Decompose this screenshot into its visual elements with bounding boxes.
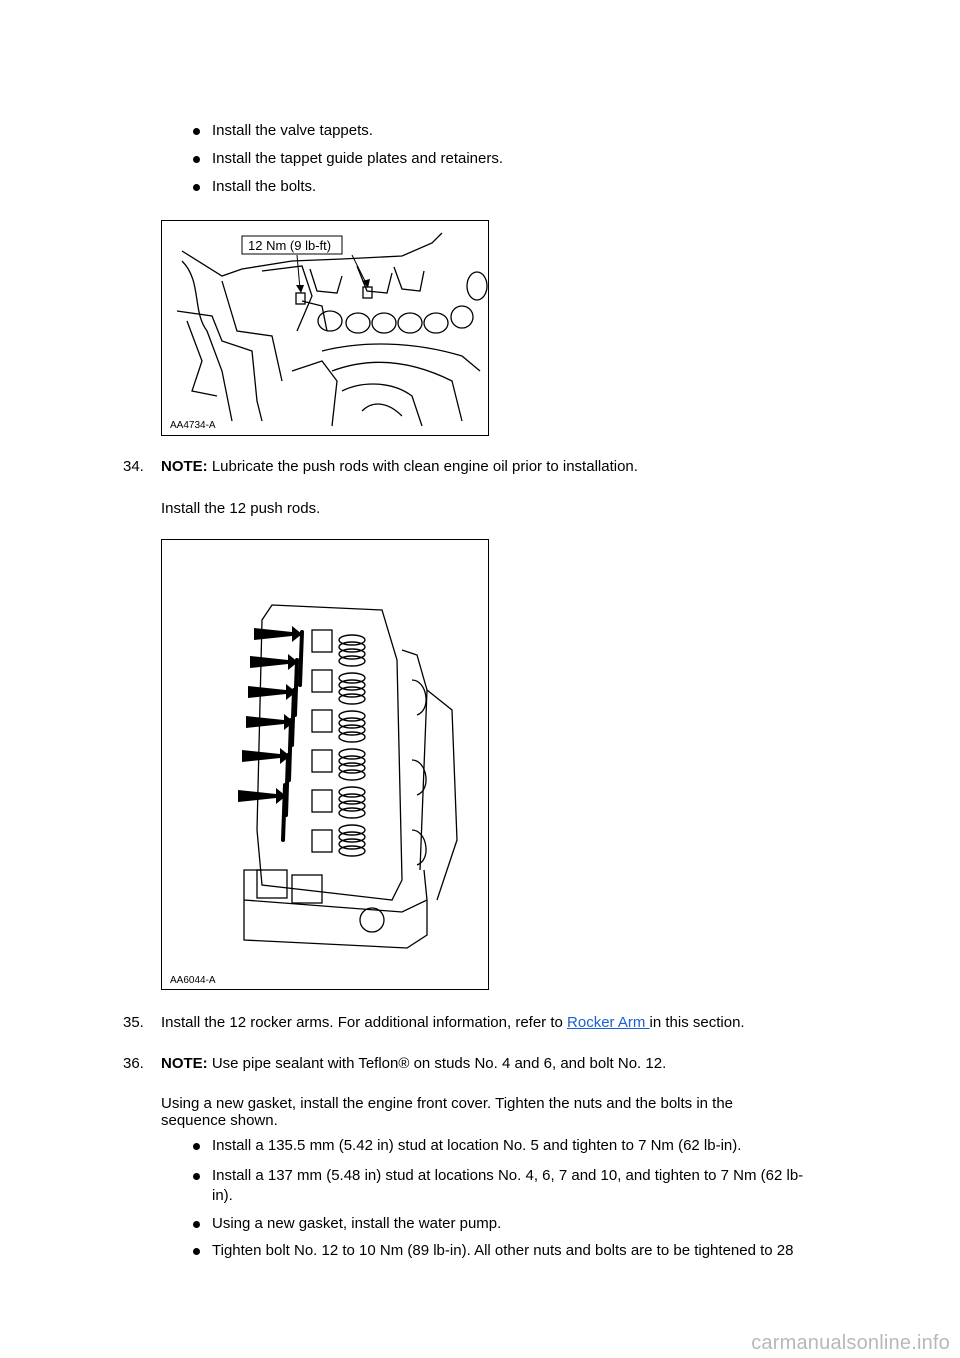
rocker-arm-link[interactable]: Rocker Arm (567, 1014, 650, 1031)
bullet-text: Install the tappet guide plates and retainers. (212, 150, 504, 167)
step-instruction-line: sequence shown. (161, 1112, 278, 1129)
figure-id: AA6044-A (170, 975, 216, 986)
note (161, 458, 638, 476)
step-number: 36. (123, 1055, 144, 1072)
step-number: 35. (123, 1014, 144, 1031)
bullet-continuation: in). (212, 1187, 233, 1204)
bullet-text: Using a new gasket, install the water pump. (212, 1215, 502, 1232)
bullet-item (193, 1167, 803, 1185)
step-instruction: Install the 12 push rods. (161, 500, 321, 517)
note-text: Use pipe sealant with Teflon® on studs No. 4 and 6, and bolt No. 12. (211, 1055, 667, 1072)
step-number: 34. (123, 458, 144, 475)
note (161, 1055, 666, 1073)
note-text: Lubricate the push rods with clean engine oil prior to installation. (211, 458, 638, 475)
step-text (161, 1014, 745, 1032)
bullet-dot (193, 156, 200, 163)
bullet-dot (193, 128, 200, 135)
bullet-dot (193, 184, 200, 191)
bullet-dot (193, 1173, 200, 1180)
figure-id: AA4734-A (170, 420, 216, 431)
push-rod-illustration (162, 540, 488, 989)
bullet-dot (193, 1143, 200, 1150)
bullet-item (193, 122, 373, 140)
figure-push-rods (161, 539, 489, 990)
bullet-text: Install the valve tappets. (212, 122, 373, 139)
step-text-after: in this section. (649, 1014, 745, 1031)
step-text-before: Install the 12 rocker arms. For additional information, refer to (161, 1014, 568, 1031)
bullet-item (193, 178, 316, 196)
bullet-text: Install the bolts. (212, 178, 317, 195)
figure-tappet-bolts (161, 220, 489, 436)
bullet-text: Install a 137 mm (5.48 in) stud at locations No. 4, 6, 7 and 10, and tighten to 7 Nm (62 lb- (212, 1167, 804, 1184)
bullet-item (193, 1137, 741, 1155)
note-label: NOTE: (161, 458, 208, 475)
watermark: carmanualsonline.info (751, 1332, 950, 1354)
bullet-text: Tighten bolt No. 12 to 10 Nm (89 lb-in). All other nuts and bolts are to be tightened to 28 (212, 1242, 794, 1259)
bullet-item (193, 1215, 501, 1233)
bullet-dot (193, 1221, 200, 1228)
bullet-item (193, 1242, 793, 1260)
step-instruction-line: Using a new gasket, install the engine front cover. Tighten the nuts and the bolts in the (161, 1095, 734, 1112)
torque-callout: 12 Nm (9 lb-ft) (248, 238, 332, 253)
bullet-text: Install a 135.5 mm (5.42 in) stud at location No. 5 and tighten to 7 Nm (62 lb-in). (212, 1137, 742, 1154)
bullet-dot (193, 1248, 200, 1255)
note-label: NOTE: (161, 1055, 208, 1072)
bullet-item (193, 150, 503, 168)
